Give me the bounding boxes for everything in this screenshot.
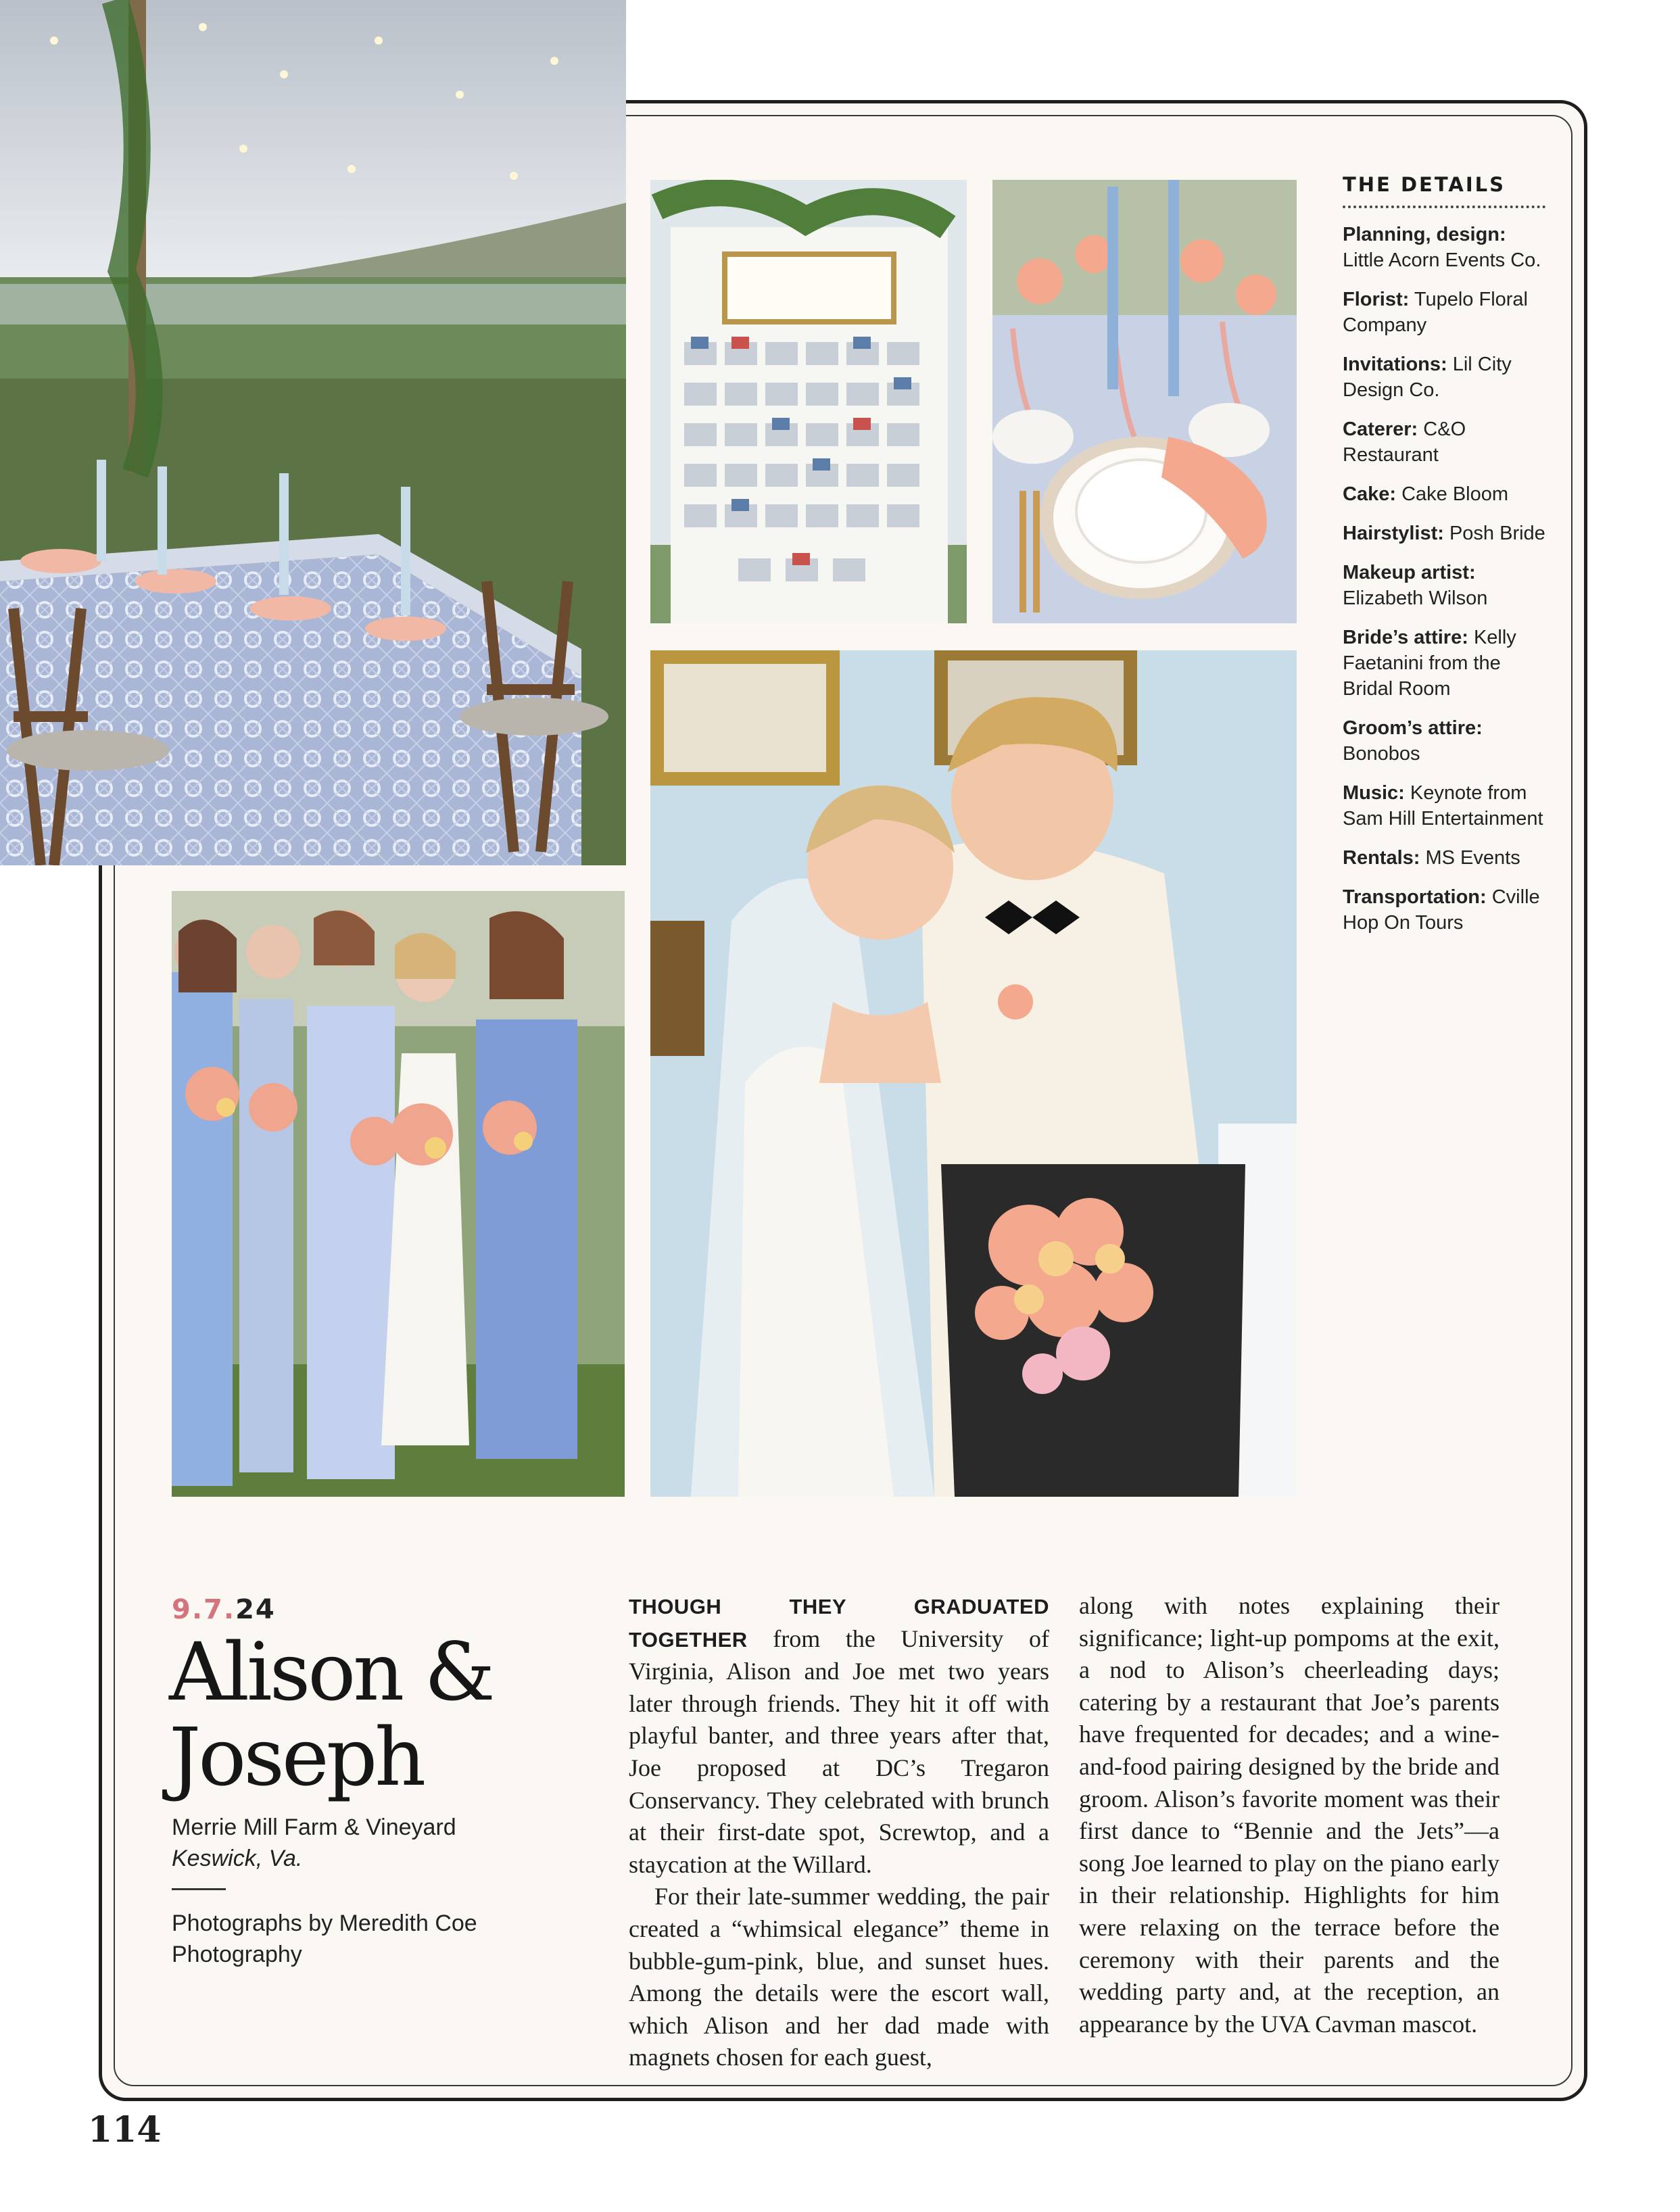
article-column-1 bbox=[629, 1590, 1049, 2074]
detail-caterer: Caterer: C&O Restaurant bbox=[1343, 418, 1466, 466]
photo-bridal-party bbox=[172, 891, 625, 1497]
couple-names-title: Alison & Joseph bbox=[169, 1625, 493, 1804]
wedding-date: 9.7.24 bbox=[172, 1594, 276, 1625]
detail-brides-attire: Bride’s attire: Kelly Faetanini from the Bridal Room bbox=[1343, 627, 1516, 700]
details-sidebar bbox=[1343, 173, 1545, 949]
article-paragraph-2: For their late-summer wedding, the pair created a “whimsical elegance” theme in bubble-gum-pink, blue, and sunset hues. Among the details were the escort wall, which Alison and her dad made with magnets chosen for each guest, bbox=[629, 1883, 1049, 2071]
detail-planning: Planning, design: Little Acorn Events Co. bbox=[1343, 224, 1541, 271]
detail-transportation: Transportation: Cville Hop On Tours bbox=[1343, 886, 1540, 934]
article-lead-in: THOUGH THEY GRADUATED TOGETHER bbox=[629, 1595, 1049, 1652]
venue-name: Merrie Mill Farm & Vineyard bbox=[172, 1814, 456, 1840]
photo-reception-table bbox=[0, 0, 626, 865]
detail-grooms-attire: Groom’s attire: Bonobos bbox=[1343, 717, 1483, 765]
article-column-2 bbox=[1079, 1590, 1499, 2040]
photo-credit: Photographs by Meredith Coe Photography bbox=[172, 1910, 477, 1967]
page-number: 114 bbox=[88, 2109, 162, 2150]
detail-hairstylist: Hairstylist: Posh Bride bbox=[1343, 523, 1545, 544]
photo-place-setting bbox=[992, 180, 1297, 623]
photo-escort-wall bbox=[650, 180, 967, 623]
detail-makeup: Makeup artist: Elizabeth Wilson bbox=[1343, 562, 1488, 609]
details-heading: THE DETAILS bbox=[1343, 173, 1545, 208]
detail-rentals: Rentals: MS Events bbox=[1343, 847, 1520, 869]
detail-invitations: Invitations: Lil City Design Co. bbox=[1343, 354, 1512, 401]
photo-couple-portrait bbox=[650, 650, 1297, 1497]
credit-divider bbox=[172, 1888, 226, 1890]
detail-cake: Cake: Cake Bloom bbox=[1343, 483, 1509, 505]
venue-location: Keswick, Va. bbox=[172, 1846, 303, 1871]
article-paragraph-1: THOUGH THEY GRADUATED TOGETHER from the University of Virginia, Alison and Joe met two years later through friends. They hit it off with playful banter, and three years after that, Joe proposed at DC’s Tregaron Conservancy. They celebrated with brunch at their first-date spot, Screwtop, and a staycation at the Willard. bbox=[629, 1595, 1050, 1878]
article-paragraph-2-cont: along with notes explaining their significance; light-up pompoms at the exit, a nod to Alison’s cheerleading days; catering by a restaurant that Joe’s parents have frequented for decades; and a wine-and-food pairing designed by the bride and groom. Alison’s favorite moment was their first dance to “Bennie and the Jets”—a song Joe learned to play on the piano early in their relationship. Highlights for him were relaxing on the terrace before the ceremony with their parents and the wedding party and, at the reception, an appearance by the UVA Cavman mascot. bbox=[1079, 1592, 1499, 2038]
detail-florist: Florist: Tupelo Floral Company bbox=[1343, 289, 1528, 336]
detail-music: Music: Keynote from Sam Hill Entertainment bbox=[1343, 782, 1543, 830]
venue-info bbox=[172, 1812, 456, 1874]
